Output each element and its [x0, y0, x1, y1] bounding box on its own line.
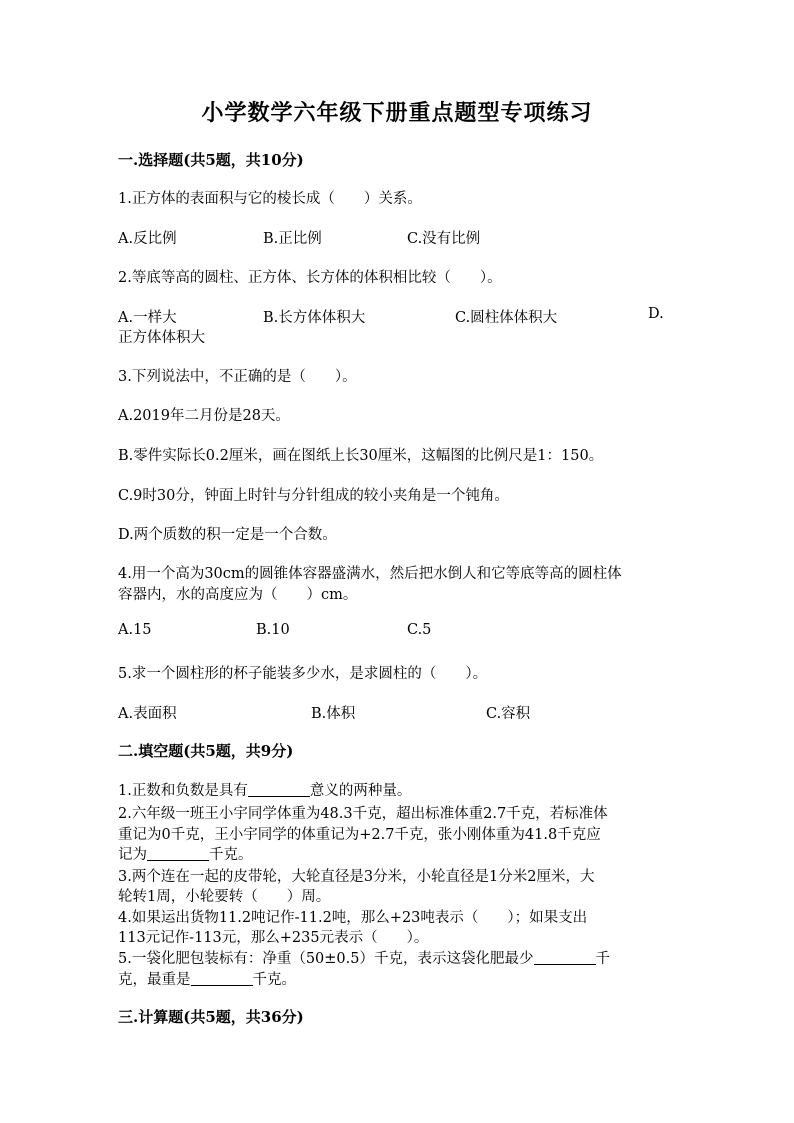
question-4-stem-line2: 容器内，水的高度应为（ ）cm。: [118, 587, 358, 603]
question-1-option-a: A.反比例: [118, 231, 177, 247]
question-4-option-a: A.15: [118, 622, 152, 638]
section-heading-choice: 一.选择题(共5题，共10分): [118, 151, 304, 169]
fill-q5-text-d: 千克。: [252, 972, 296, 988]
question-5-option-c: C.容积: [486, 706, 531, 722]
fill-q1-text-b: 意义的两种量。: [309, 783, 412, 799]
fill-q2-text-a: 记为: [118, 847, 147, 863]
question-2-option-b: B.长方体体积大: [263, 310, 366, 326]
question-1-option-c: C.没有比例: [407, 231, 481, 247]
question-3-option-a: A.2019年二月份是28天。: [118, 408, 290, 424]
fill-q3-line2: 轮转1周，小轮要转（ ）周。: [118, 889, 331, 905]
fill-question-1: [118, 779, 411, 800]
question-1-stem: 1.正方体的表面积与它的棱长成（ ）关系。: [118, 191, 422, 207]
question-3-option-d: D.两个质数的积一定是一个合数。: [118, 527, 337, 543]
fill-q5-text-a: 5.一袋化肥包装标有：净重（50±0.5）千克，表示这袋化肥最少: [118, 951, 534, 967]
question-4-stem-line1: 4.用一个高为30cm的圆锥体容器盛满水，然后把水倒人和它等底等高的圆柱体: [118, 566, 622, 582]
fill-q1-text-a: 1.正数和负数是具有: [118, 783, 248, 799]
fill-q2-text-b: 千克。: [209, 847, 253, 863]
answer-blank[interactable]: [248, 782, 310, 797]
question-1-option-b: B.正比例: [263, 231, 322, 247]
question-5-option-b: B.体积: [311, 706, 356, 722]
fill-q5-text-c: 克，最重是: [118, 972, 191, 988]
fill-q2-line2: 重记为0千克，王小宇同学的体重记为+2.7千克，张小刚体重为41.8千克应: [118, 827, 601, 843]
question-5-stem: 5.求一个圆柱形的杯子能装多少水，是求圆柱的（ ）。: [118, 666, 488, 682]
question-2-option-a: A.一样大: [118, 310, 177, 326]
question-2-stem: 2.等底等高的圆柱、正方体、长方体的体积相比较（ ）。: [118, 270, 502, 286]
answer-blank[interactable]: [147, 846, 209, 861]
question-3-option-b: B.零件实际长0.2厘米，画在图纸上长30厘米，这幅图的比例尺是1：150。: [118, 448, 604, 464]
fill-q2-line1: 2.六年级一班王小宇同学体重为48.3千克，超出标准体重2.7千克，若标准体: [118, 806, 608, 822]
fill-q4-line1: 4.如果运出货物11.2吨记作-11.2吨，那么+23吨表示（ ）；如果支出: [118, 910, 588, 926]
answer-blank[interactable]: [191, 971, 253, 986]
answer-blank[interactable]: [534, 950, 596, 965]
fill-q3-line1: 3.两个连在一起的皮带轮，大轮直径是3分米，小轮直径是1分米2厘米，大: [118, 869, 595, 885]
fill-q5-line2: [118, 968, 296, 989]
page-title: 小学数学六年级下册重点题型专项练习: [201, 100, 593, 126]
question-4-option-c: C.5: [407, 622, 432, 638]
question-2-option-d: D.: [648, 306, 664, 322]
fill-q5-line1: [118, 947, 610, 968]
fill-q5-text-b: 千: [595, 951, 610, 967]
fill-q4-line2: 113元记作-113元，那么+235元表示（ ）。: [118, 930, 429, 946]
question-2-option-c: C.圆柱体体积大: [455, 310, 558, 326]
question-4-option-b: B.10: [256, 622, 290, 638]
question-3-option-c: C.9时30分，钟面上时针与分针组成的较小夹角是一个钝角。: [118, 488, 509, 504]
section-heading-fill: 二.填空题(共5题，共9分): [118, 742, 294, 760]
question-5-option-a: A.表面积: [118, 706, 177, 722]
section-heading-calc: 三.计算题(共5题，共36分): [118, 1008, 304, 1026]
question-2-option-d-text: 正方体体积大: [118, 330, 205, 346]
fill-q2-line3: [118, 843, 253, 864]
question-3-stem: 3.下列说法中，不正确的是（ ）。: [118, 369, 357, 385]
